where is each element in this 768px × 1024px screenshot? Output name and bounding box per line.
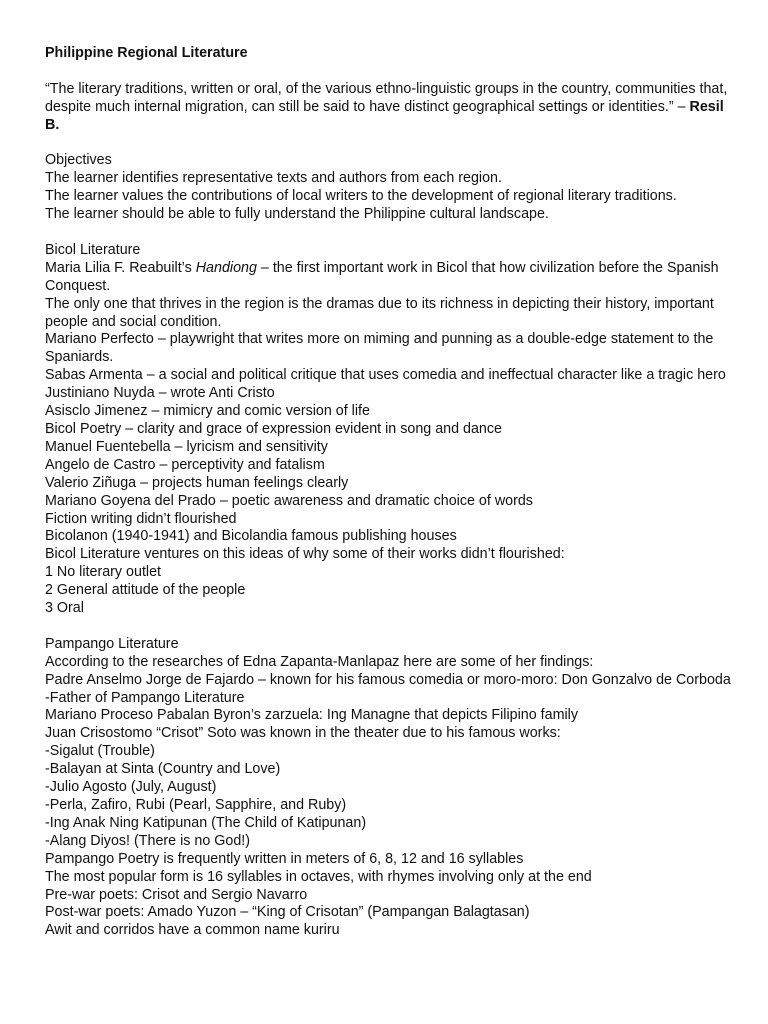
bicol-line: Valerio Ziñuga – projects human feelings clearly xyxy=(45,474,349,491)
pampango-line: -Ing Anak Ning Katipunan (The Child of Katipunan) xyxy=(45,814,367,831)
bicol-line: Mariano Perfecto – playwright that writes more on miming and punning as a double-edge statement to the Spaniards. xyxy=(45,331,714,366)
bicol-line: Bicol Poetry – clarity and grace of expression evident in song and dance xyxy=(45,420,502,437)
spacer xyxy=(45,63,735,81)
pampango-line: Padre Anselmo Jorge de Fajardo – known for his famous comedia or moro-moro: Don Gonzalvo de Corboda xyxy=(45,671,731,688)
bicol-heading: Bicol Literature xyxy=(45,241,141,258)
bicol-line: Justiniano Nuyda – wrote Anti Cristo xyxy=(45,385,275,402)
objectives-section xyxy=(45,152,735,224)
document-title: Philippine Regional Literature xyxy=(45,45,248,61)
pampango-heading: Pampango Literature xyxy=(45,635,179,652)
pampango-line: Mariano Proceso Pabalan Byron’s zarzuela: Ing Managne that depicts Filipino family xyxy=(45,707,578,724)
bicol-line-after: – the first important work in Bicol that how civilization before the Spanish Conquest. xyxy=(45,259,719,294)
spacer xyxy=(45,224,735,242)
bicol-line: Bicolanon (1940-1941) and Bicolandia famous publishing houses xyxy=(45,528,457,545)
epigraph-quote xyxy=(45,81,735,135)
pampango-line: Pampango Poetry is frequently written in meters of 6, 8, 12 and 16 syllables xyxy=(45,850,524,867)
pampango-line: -Perla, Zafiro, Rubi (Pearl, Sapphire, and Ruby) xyxy=(45,797,347,813)
bicol-line-before: Maria Lilia F. Reabuilt’s xyxy=(45,259,196,276)
bicol-line: Asisclo Jimenez – mimicry and comic version of life xyxy=(45,403,370,420)
objectives-heading: Objectives xyxy=(45,152,112,169)
handiong-title: Handiong xyxy=(195,259,257,276)
bicol-line: Manuel Fuentebella – lyricism and sensitivity xyxy=(45,438,328,455)
pampango-line: -Julio Agosto (July, August) xyxy=(45,779,217,796)
document-page xyxy=(45,45,735,940)
bicol-line: Angelo de Castro – perceptivity and fatalism xyxy=(45,456,325,473)
pampango-line: -Balayan at Sinta (Country and Love) xyxy=(45,761,281,778)
pampango-line: The most popular form is 16 syllables in octaves, with rhymes involving only at the end xyxy=(45,868,592,885)
pampango-line: -Sigalut (Trouble) xyxy=(45,743,155,760)
bicol-line: Mariano Goyena del Prado – poetic awareness and dramatic choice of words xyxy=(45,492,533,509)
bicol-line: Fiction writing didn’t flourished xyxy=(45,510,237,527)
bicol-line: 3 Oral xyxy=(45,600,84,617)
objective-item: The learner values the contributions of local writers to the development of regional literary traditions. xyxy=(45,188,677,205)
bicol-line: Bicol Literature ventures on this ideas of why some of their works didn’t flourished: xyxy=(45,546,565,563)
quote-text: “The literary traditions, written or oral, of the various ethno-linguistic groups in the country, communities that, despite much internal migration, can still be said to have distinct geographical settings or identities.” – xyxy=(45,80,728,115)
pampango-line: -Father of Pampango Literature xyxy=(45,689,245,706)
objective-item: The learner should be able to fully understand the Philippine cultural landscape. xyxy=(45,206,549,223)
pampango-line: -Alang Diyos! (There is no God!) xyxy=(45,832,251,849)
bicol-line xyxy=(45,260,735,296)
pampango-line: Pre-war poets: Crisot and Sergio Navarro xyxy=(45,886,308,903)
bicol-line: 1 No literary outlet xyxy=(45,564,162,581)
bicol-line: Sabas Armenta – a social and political critique that uses comedia and ineffectual character like a tragic hero xyxy=(45,367,726,384)
pampango-line: Post-war poets: Amado Yuzon – “King of Crisotan” (Pampangan Balagtasan) xyxy=(45,904,530,921)
spacer xyxy=(45,135,735,153)
bicol-line: The only one that thrives in the region is the dramas due to its richness in depicting their history, important people and social condition. xyxy=(45,295,714,330)
objective-item: The learner identifies representative texts and authors from each region. xyxy=(45,170,502,187)
pampango-line: According to the researches of Edna Zapanta-Manlapaz here are some of her findings: xyxy=(45,653,594,670)
spacer xyxy=(45,618,735,636)
pampango-line: Awit and corridos have a common name kuriru xyxy=(45,922,340,939)
bicol-line: 2 General attitude of the people xyxy=(45,582,246,599)
quote-author: Resil B. xyxy=(45,98,724,133)
pampango-line: Juan Crisostomo “Crisot” Soto was known in the theater due to his famous works: xyxy=(45,725,561,742)
pampango-section xyxy=(45,636,735,940)
bicol-section xyxy=(45,242,735,618)
